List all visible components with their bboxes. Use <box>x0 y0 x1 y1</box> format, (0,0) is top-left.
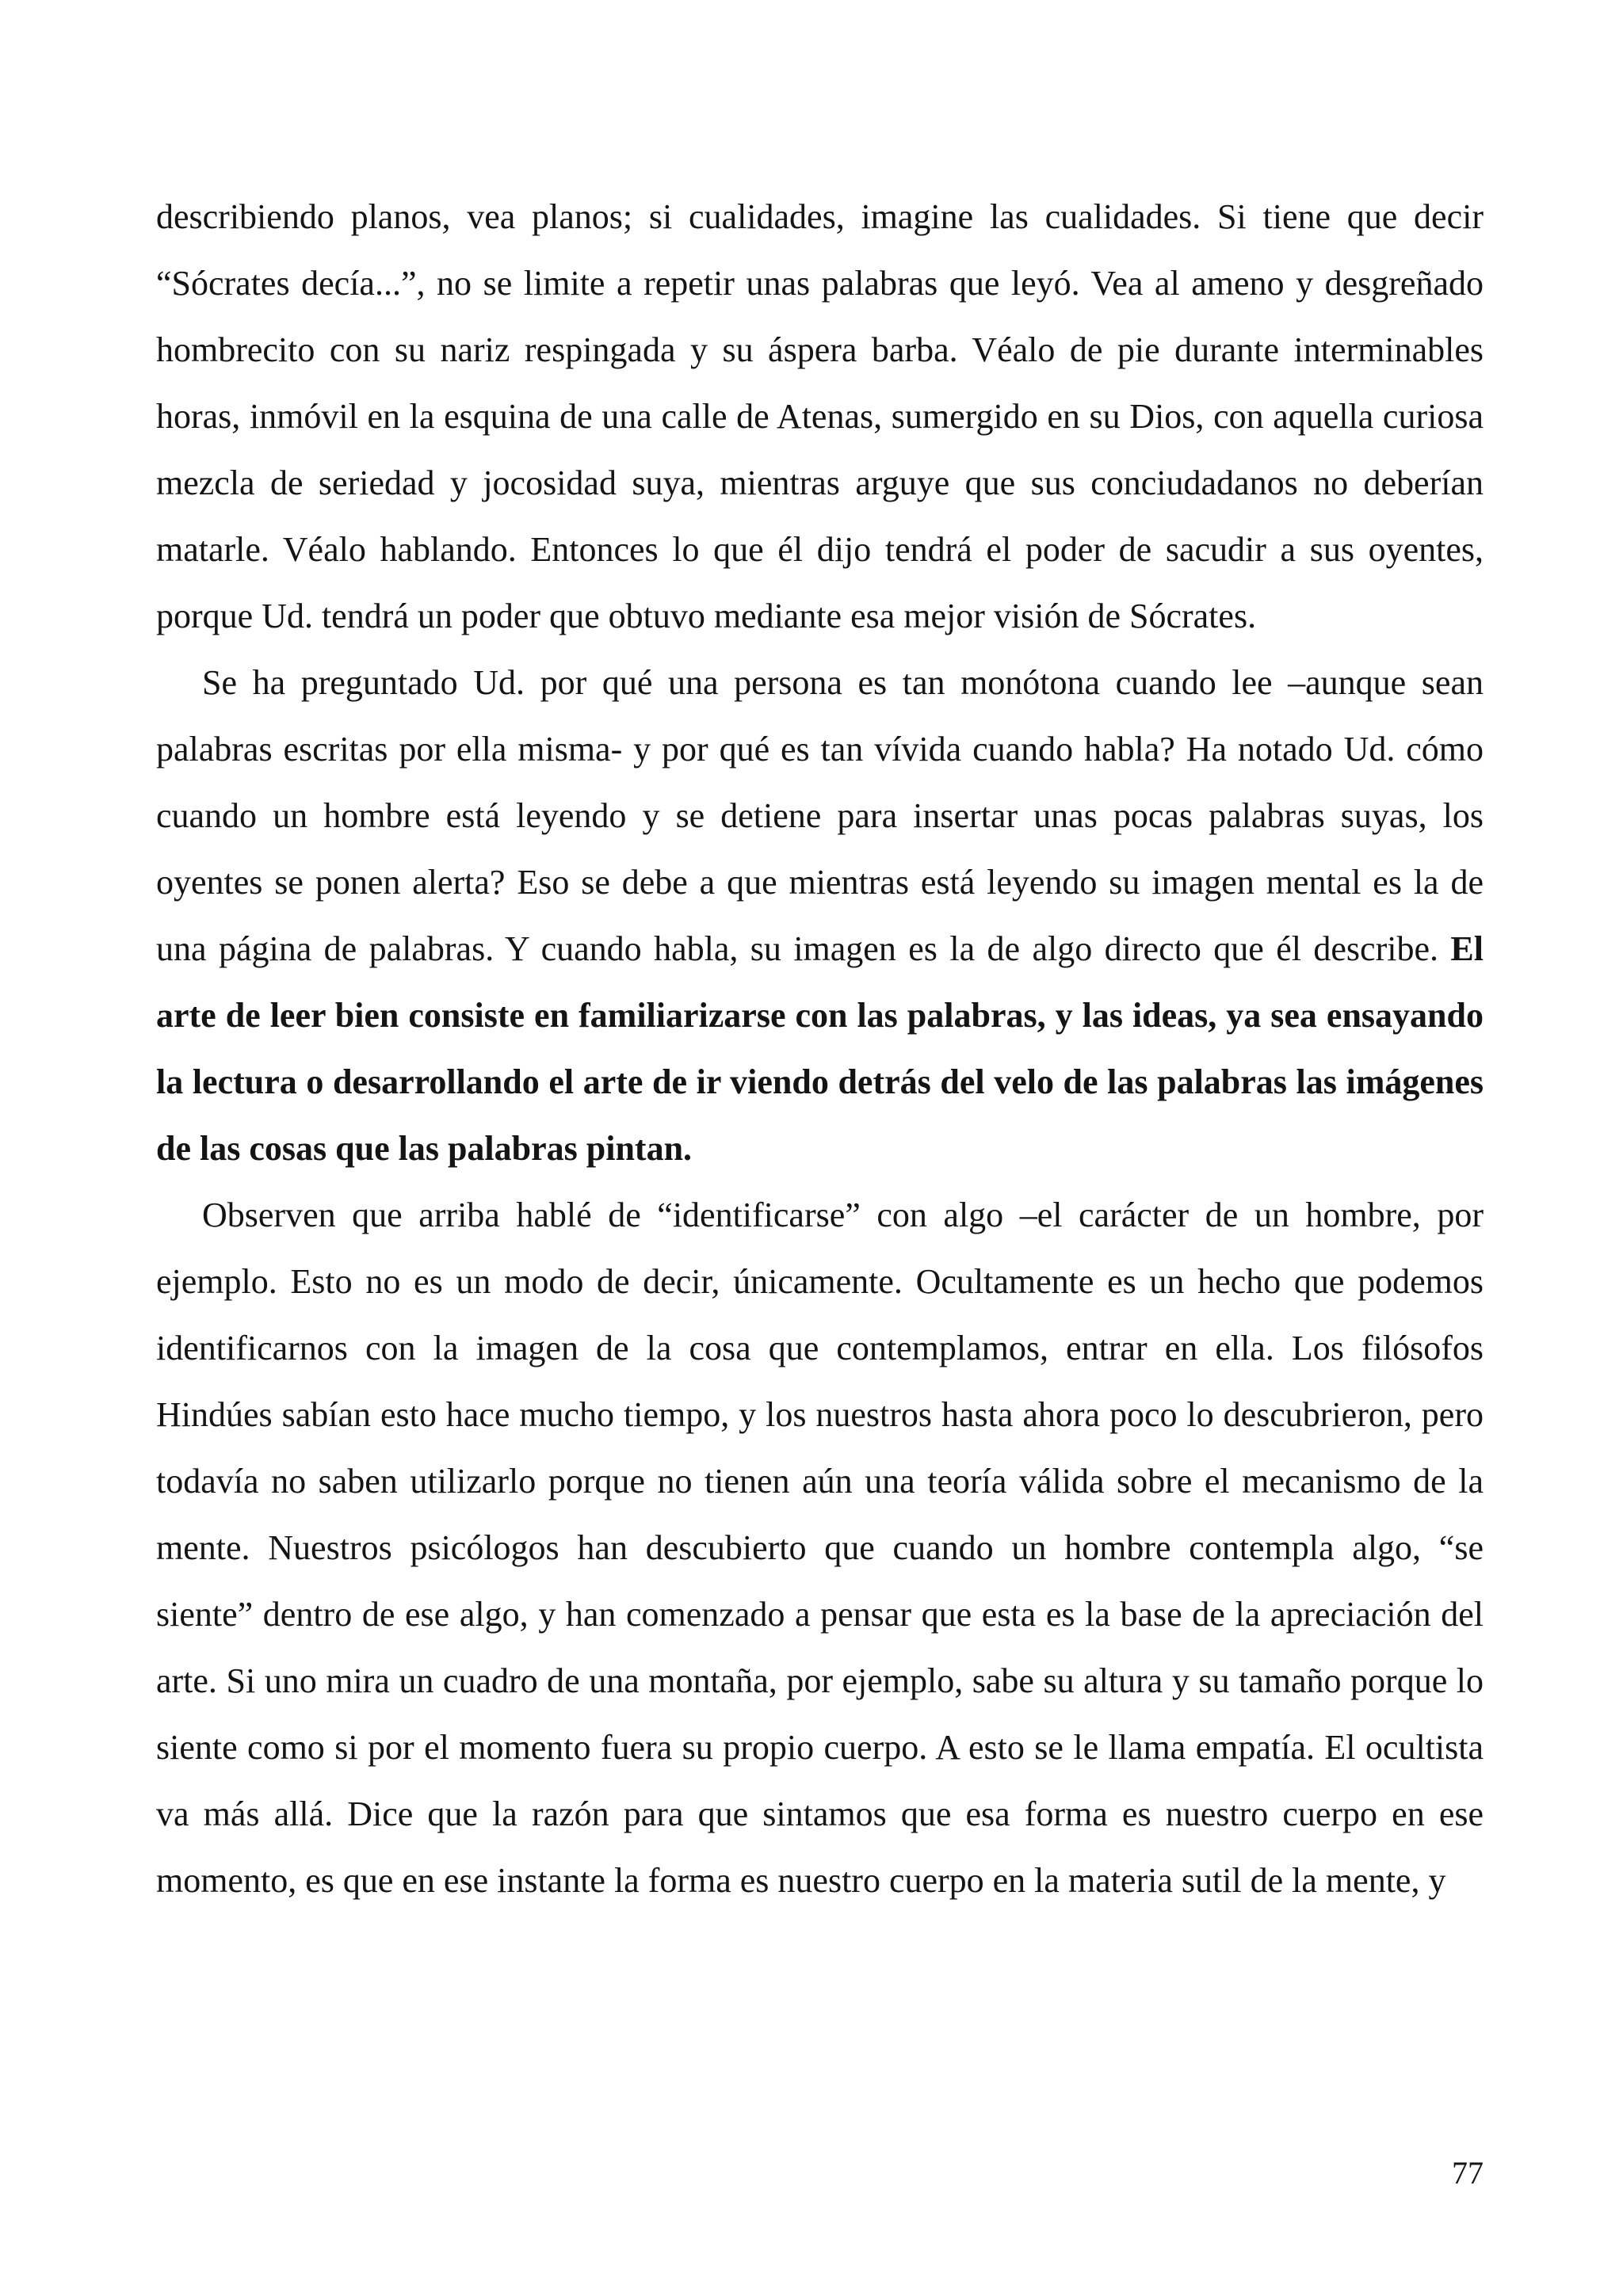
page-number: 77 <box>1452 2155 1484 2191</box>
paragraph-3: Observen que arriba hablé de “identificarse” con algo –el carácter de un hombre, por ejemplo. Esto no es un modo de decir, únicamente. Ocultamente es un hecho que podemos identificarnos con la imagen de la cosa que contemplamos, entrar en ella. Los filósofos Hindúes sabían esto hace mucho tiempo, y los nuestros hasta ahora poco lo descubrieron, pero todavía no saben utilizarlo porque no tienen aún una teoría válida sobre el mecanismo de la mente. Nuestros psicólogos han descubierto que cuando un hombre contempla algo, “se siente” dentro de ese algo, y han comenzado a pensar que esta es la base de la apreciación del arte. Si uno mira un cuadro de una montaña, por ejemplo, sabe su altura y su tamaño porque lo siente como si por el momento fuera su propio cuerpo. A esto se le llama empatía. El ocultista va más allá. Dice que la razón para que sintamos que esa forma es nuestro cuerpo en ese momento, es que en ese instante la forma es nuestro cuerpo en la materia sutil de la mente, y <box>156 1196 1484 1900</box>
paragraph-2-text: Se ha preguntado Ud. por qué una persona es tan monótona cuando lee –aunque sean palabras escritas por ella misma- y por qué es tan vívida cuando habla? Ha notado Ud. cómo cuando un hombre está leyendo y se detiene para insertar unas pocas palabras suyas, los oyentes se ponen alerta? Eso se debe a que mientras está leyendo su imagen mental es la de una página de palabras. Y cuando habla, su imagen es la de algo directo que él describe. <box>156 663 1484 968</box>
paragraph-1: describiendo planos, vea planos; si cualidades, imagine las cualidades. Si tiene que decir “Sócrates decía...”, no se limite a repetir unas palabras que leyó. Vea al ameno y desgreñado hombrecito con su nariz respingada y su áspera barba. Véalo de pie durante interminables horas, inmóvil en la esquina de una calle de Atenas, sumergido en su Dios, con aquella curiosa mezcla de seriedad y jocosidad suya, mientras arguye que sus conciudadanos no deberían matarle. Véalo hablando. Entonces lo que él dijo tendrá el poder de sacudir a sus oyentes, porque Ud. tendrá un poder que obtuvo mediante esa mejor visión de Sócrates. <box>156 197 1484 635</box>
paragraph-2 <box>156 650 1484 1182</box>
paragraph-2-bold-text: El arte de leer bien consiste en familiarizarse con las palabras, y las ideas, ya sea ensayando la lectura o desarrollando el arte de ir viendo detrás del velo de las palabras las imágenes de las cosas que las palabras pintan. <box>156 929 1484 1168</box>
page-body <box>156 184 1484 1914</box>
